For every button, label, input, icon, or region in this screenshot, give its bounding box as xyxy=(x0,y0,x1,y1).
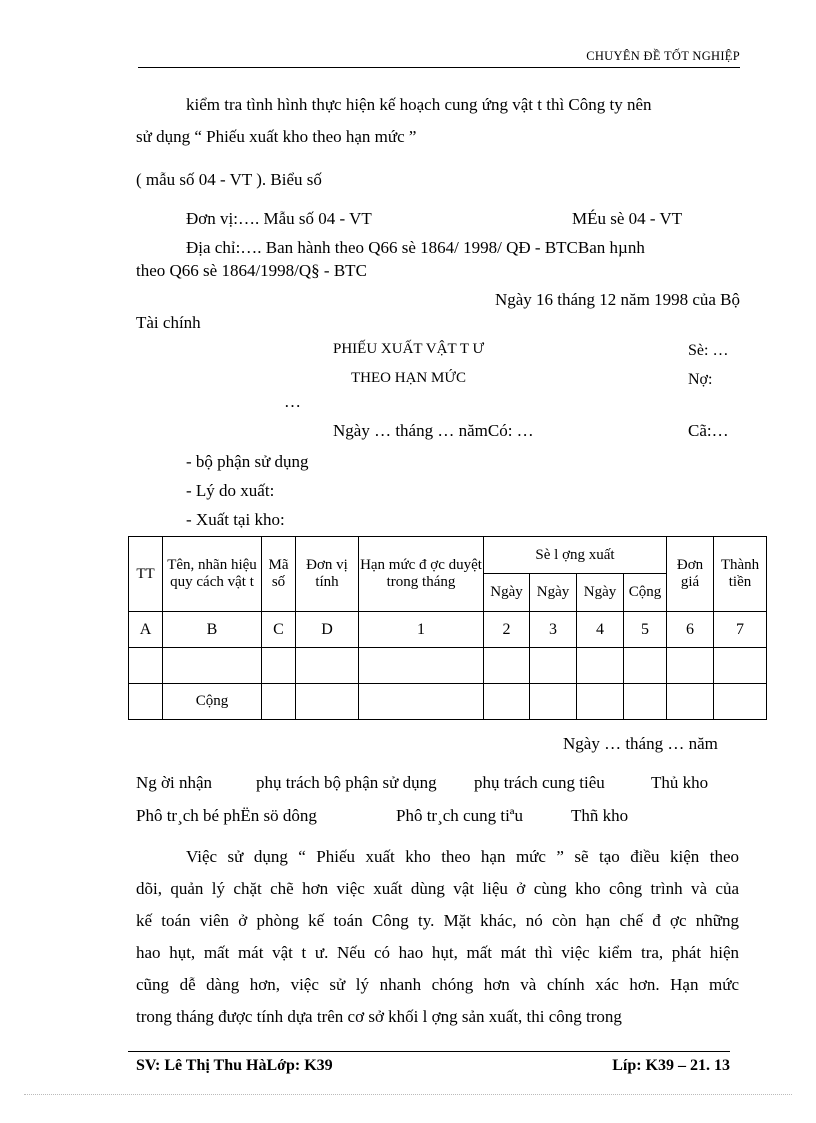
signer2-thu-kho: Thñ kho xyxy=(571,806,629,825)
code-cell: 2 xyxy=(484,612,530,648)
co-field: Cã:… xyxy=(688,421,729,440)
header-rule xyxy=(138,67,740,68)
dia-chi-line: Địa chỉ:…. Ban hành theo Q66 sè 1864/ 1998/ QĐ - BTCBan hµnh xyxy=(186,238,645,257)
code-cell: 6 xyxy=(667,612,714,648)
issue-table xyxy=(128,536,767,720)
signer-bo-phan: phụ trách bộ phận sử dụng xyxy=(256,773,437,792)
col-han-muc: Hạn mức đ ợc duyệt trong tháng xyxy=(359,537,484,612)
col-tt: TT xyxy=(129,537,163,612)
so-field: Sè: … xyxy=(688,342,729,359)
no-field: Nợ: xyxy=(688,371,713,388)
col-don-vi-tinh: Đơn vị tính xyxy=(296,537,359,612)
xuat-tai-line: - Xuất tại kho: xyxy=(186,510,285,529)
signer-cung-tieu: phụ trách cung tiêu xyxy=(474,773,605,792)
code-cell: 7 xyxy=(714,612,767,648)
date-line: Ngày … tháng … năm xyxy=(563,734,718,753)
code-cell: B xyxy=(163,612,262,648)
col-cong: Cộng xyxy=(624,574,667,612)
code-cell: 3 xyxy=(530,612,577,648)
col-ma-so: Mã số xyxy=(262,537,296,612)
tai-chinh-line: Tài chính xyxy=(136,313,201,332)
footer-student: SV: Lê Thị Thu HàLớp: K39 xyxy=(136,1057,333,1074)
signer-thu-kho: Thủ kho xyxy=(651,773,709,792)
body-line: trong tháng được tính dựa trên cơ sở khối l ợng sản xuất, thi công trong xyxy=(136,1007,622,1026)
cong-label: Cộng xyxy=(163,684,262,720)
don-vi-line: Đơn vị:…. Mẫu số 04 - VT xyxy=(186,209,372,228)
col-ngay-3: Ngày xyxy=(577,574,624,612)
code-row xyxy=(129,612,767,648)
code-cell: 1 xyxy=(359,612,484,648)
running-header: CHUYÊN ĐỀ TỐT NGHIỆP xyxy=(586,49,740,63)
col-ten: Tên, nhãn hiệu quy cách vật t xyxy=(163,537,262,612)
code-cell: 5 xyxy=(624,612,667,648)
intro-line-3: ( mẫu số 04 - VT ). Biểu số xyxy=(136,170,322,189)
col-ngay-1: Ngày xyxy=(484,574,530,612)
body-line: cũng dễ dàng hơn, việc sử lý nhanh chóng hơn và chính xác hơn. Hạn mức xyxy=(136,975,739,994)
total-row xyxy=(129,684,767,720)
footer-rule xyxy=(128,1051,730,1052)
ly-do-line: - Lý do xuất: xyxy=(186,481,275,500)
col-so-luong-xuat: Sè l ợng xuất xyxy=(484,537,667,574)
body-line: dõi, quản lý chặt chẽ hơn việc xuất dùng vật liệu ở cùng kho công trình và của xyxy=(136,879,739,898)
code-cell: D xyxy=(296,612,359,648)
theo-q-line: theo Q66 sè 1864/1998/Q§ - BTC xyxy=(136,261,367,280)
ngay-bo-line: Ngày 16 tháng 12 năm 1998 của Bộ xyxy=(494,290,740,309)
bo-phan-line: - bộ phận sử dụng xyxy=(186,452,309,471)
dots-line: … xyxy=(284,392,301,411)
page-break-rule xyxy=(24,1094,792,1095)
col-ngay-2: Ngày xyxy=(530,574,577,612)
signer2-cung-tieu: Phô tr¸ch cung tiªu xyxy=(396,806,523,825)
intro-line-2: sử dụng “ Phiếu xuất kho theo hạn mức ” xyxy=(136,127,417,146)
intro-line-1: kiểm tra tình hình thực hiện kế hoạch cung ứng vật t thì Công ty nên xyxy=(186,95,652,114)
signer-nguoi-nhan: Ng ời nhận xyxy=(136,773,213,792)
mau-so-right: MÉu sè 04 - VT xyxy=(572,209,683,228)
body-line: Việc sử dụng “ Phiếu xuất kho theo hạn mức ” sẽ tạo điều kiện theo xyxy=(186,847,739,866)
signer2-bo-phan: Phô tr¸ch bé phËn sö dông xyxy=(136,806,317,825)
col-thanh-tien: Thành tiền xyxy=(714,537,767,612)
body-line: kế toán viên ở phòng kế toán Công ty. Mặt khác, nó còn hạn chế đ ợc những xyxy=(136,911,739,930)
form-title-2: THEO HẠN MỨC xyxy=(351,370,466,386)
empty-row xyxy=(129,648,767,684)
footer-class: Líp: K39 – 21. 13 xyxy=(612,1057,730,1074)
code-cell: A xyxy=(129,612,163,648)
col-don-gia: Đơn giá xyxy=(667,537,714,612)
body-line: hao hụt, mất mát vật t ư. Nếu có hao hụt, mất mát thì việc kiểm tra, phát hiện xyxy=(136,943,739,962)
form-title-1: PHIẾU XUẤT VẬT T Ư xyxy=(333,341,485,357)
code-cell: 4 xyxy=(577,612,624,648)
code-cell: C xyxy=(262,612,296,648)
ngay-co-line: Ngày … tháng … nămCó: … xyxy=(333,421,534,440)
